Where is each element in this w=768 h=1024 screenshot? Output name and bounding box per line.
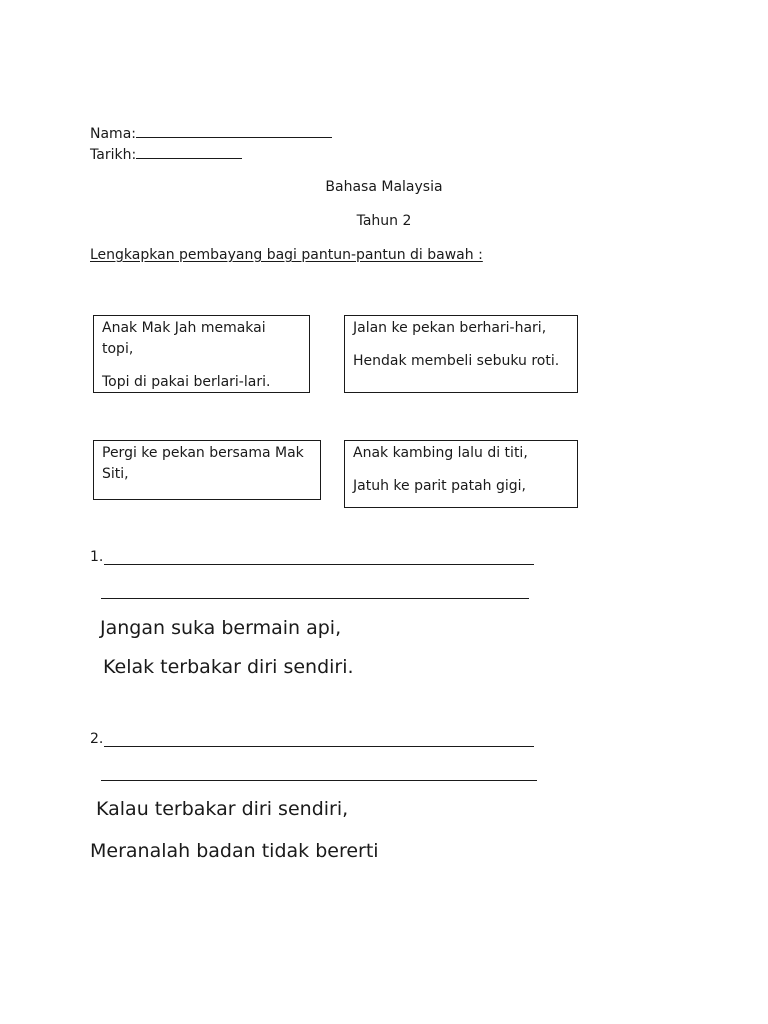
pantun-box-4-line-1: Anak kambing lalu di titi, [353,445,528,461]
question-2-answer-line-1 [104,746,534,747]
subject-title: Bahasa Malaysia [325,179,443,195]
pantun-box-1 [93,315,310,393]
question-1-number: 1. [90,549,104,565]
instruction-text: Lengkapkan pembayang bagi pantun-pantun di bawah : [90,247,483,263]
name-field [90,123,332,145]
name-blank-line [136,123,332,138]
date-label: Tarikh: [90,147,137,163]
question-2-answer-line-2 [101,780,537,781]
question-1-answer-line-1 [104,564,534,565]
name-label: Nama: [90,126,136,142]
question-1-line-3: Jangan suka bermain api, [100,617,342,639]
pantun-box-2 [344,315,578,393]
question-2-line-3: Kalau terbakar diri sendiri, [96,798,349,820]
pantun-box-3 [93,440,321,500]
pantun-box-2-line-1: Jalan ke pekan berhari-hari, [353,320,547,336]
year-title: Tahun 2 [356,213,412,229]
question-1-line-4: Kelak terbakar diri sendiri. [103,656,354,678]
date-blank-line [136,144,242,159]
date-field [90,144,242,166]
question-2-number: 2. [90,731,104,747]
pantun-box-4 [344,440,578,508]
question-1-answer-line-2 [101,598,529,599]
pantun-box-4-line-2: Jatuh ke parit patah gigi, [353,478,526,494]
pantun-box-1-line-2: Topi di pakai berlari-lari. [102,374,271,390]
pantun-box-3-line-1: Pergi ke pekan bersama Mak Siti, [102,445,304,482]
pantun-box-1-line-1: Anak Mak Jah memakai topi, [102,320,266,357]
question-2-line-4: Meranalah badan tidak bererti [90,840,379,862]
pantun-box-2-line-2: Hendak membeli sebuku roti. [353,353,560,369]
